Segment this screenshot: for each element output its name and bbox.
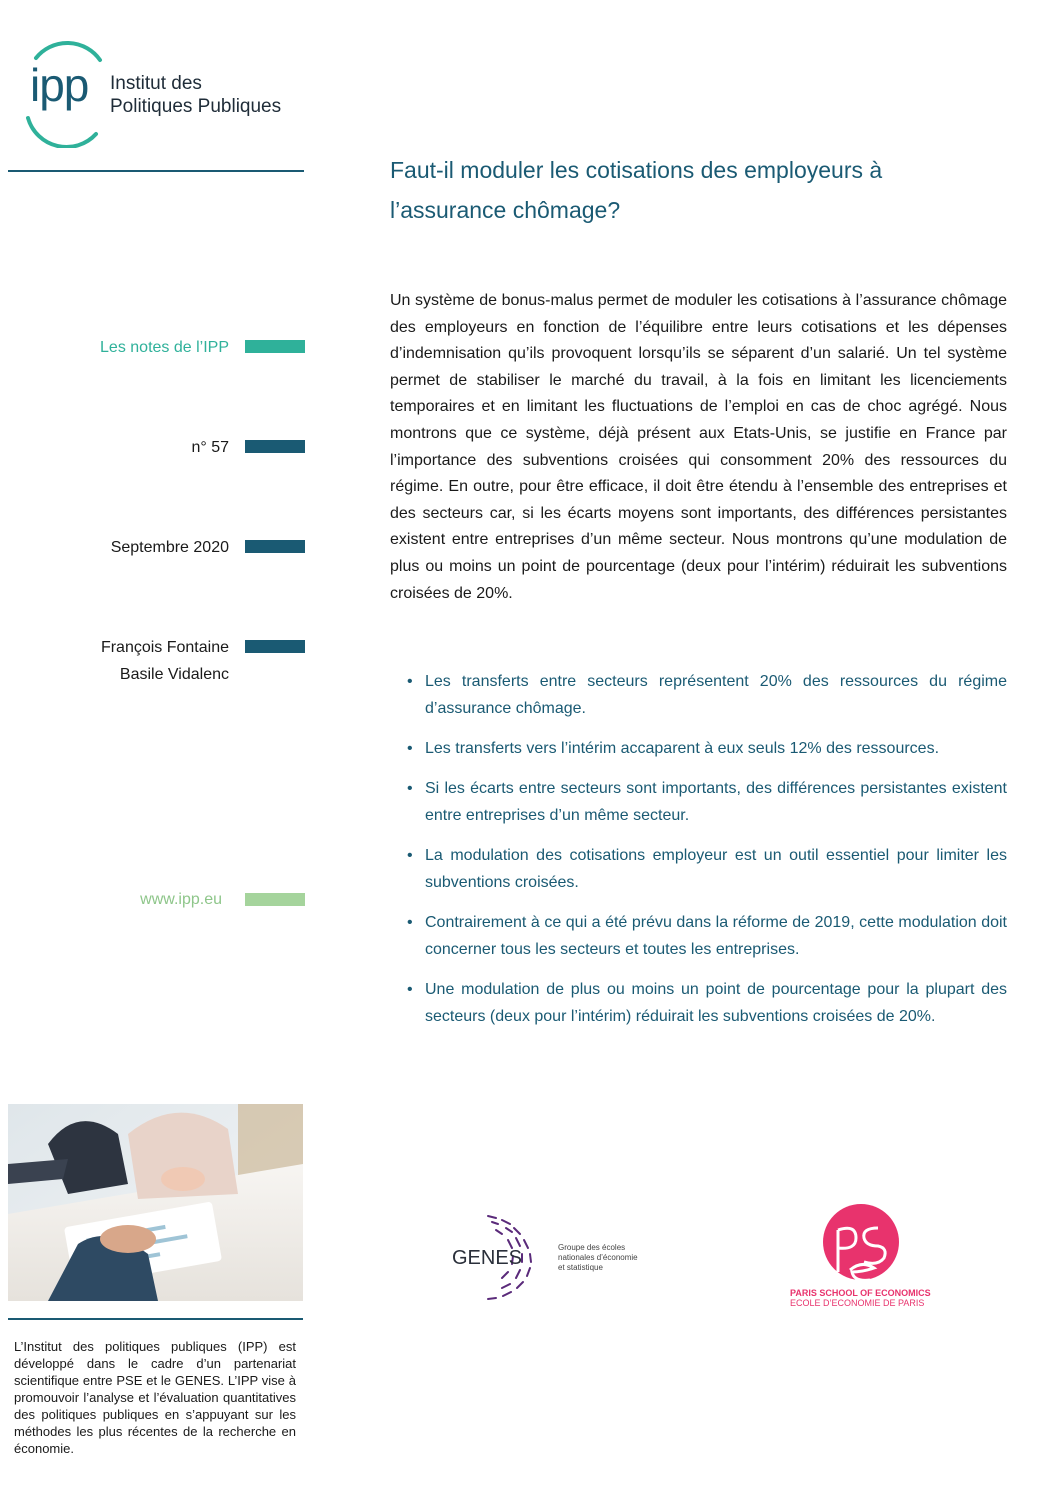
institute-name-line2: Politiques Publiques — [110, 96, 282, 117]
logo-letters: ipp — [30, 59, 89, 111]
page-title: Faut-il moduler les cotisations des employeurs à l’assurance chômage? — [390, 157, 883, 223]
genes-desc-1: Groupe des écoles — [558, 1243, 626, 1252]
authors-bar — [245, 640, 305, 653]
institute-name-line1: Institut des — [110, 73, 202, 94]
website-link[interactable]: www.ipp.eu — [140, 891, 222, 908]
publication-date: Septembre 2020 — [110, 539, 229, 556]
footer-divider — [8, 1318, 303, 1320]
key-point: • Les transferts vers l’intérim accaparent à eux seuls 12% des ressources. — [405, 735, 1007, 762]
key-point: • Si les écarts entre secteurs sont importants, des différences persistantes existent entre entreprises d’un même secteur. — [405, 775, 1007, 829]
key-point: • La modulation des cotisations employeur est un outil essentiel pour limiter les subventions croisées. — [405, 842, 1007, 896]
issue-number-bar — [245, 440, 305, 453]
genes-logo — [450, 1210, 650, 1302]
author-2: Basile Vidalenc — [119, 666, 229, 683]
pse-name-en: PARIS SCHOOL OF ECONOMICS — [790, 1288, 931, 1298]
meeting-photo-illustration — [8, 1104, 303, 1301]
issue-number: n° 57 — [191, 439, 229, 456]
pse-name-fr: ECOLE D’ECONOMIE DE PARIS — [790, 1298, 925, 1308]
series-label: Les notes de l’IPP — [100, 339, 229, 356]
key-point: • Les transferts entre secteurs représentent 20% des ressources du régime d’assurance chômage. — [405, 668, 1007, 722]
key-points-list — [405, 668, 1007, 1043]
about-ipp-text: L’Institut des politiques publiques (IPP) est développé dans le cadre d’un partenariat scientifique entre PSE et le GENES. L’IPP vise à promouvoir l’analyse et l’évaluation quantitatives des politiques publiques en s’appuyant sur les méthodes les plus récentes de la recherche en économie. — [14, 1339, 296, 1456]
website-bar — [245, 893, 305, 906]
author-1: François Fontaine — [100, 639, 229, 656]
genes-desc-2: nationales d’économie — [558, 1253, 638, 1262]
pse-logo — [790, 1200, 935, 1310]
key-point: • Contrairement à ce qui a été prévu dans la réforme de 2019, cette modulation doit concerner tous les secteurs et toutes les entreprises. — [405, 909, 1007, 963]
authors — [101, 634, 229, 688]
institute-name — [110, 72, 281, 118]
key-point: • Une modulation de plus ou moins un point de pourcentage pour la plupart des secteurs (deux pour l’intérim) réduirait les subventions croisées de 20%. — [405, 976, 1007, 1030]
abstract-text: Un système de bonus-malus permet de moduler les cotisations à l’assurance chômage des employeurs en fonction de l’équilibre entre leurs cotisations et les dépenses d’indemnisation qu’ils provoquent lorsqu’ils se séparent d’un salarié. Un tel système permet de stabiliser le marché du travail, à la fois en limitant les licenciements temporaires et en limitant les fluctuations de l’emploi en cas de choc agrégé. Nous montrons que ce système, déjà présent aux Etats-Unis, se justifie en France par l’importance des subventions croisées qui consomment 20% des ressources du régime. En outre, pour être efficace, il doit être étendu à l’ensemble des entreprises et des secteurs car, si les écarts moyens sont importants, des différences persistantes existent entre entreprises d’un même secteur. Nous montrons qu’une modulation de plus ou moins un point de pourcentage (deux pour l’intérim) réduirait les subventions croisées de 20%. — [390, 292, 1007, 602]
series-bar — [245, 340, 305, 353]
meeting-photo — [8, 1104, 303, 1301]
header-divider — [8, 170, 304, 172]
genes-desc-3: et statistique — [558, 1263, 603, 1272]
publication-date-bar — [245, 540, 305, 553]
genes-name: GENES — [452, 1247, 523, 1269]
